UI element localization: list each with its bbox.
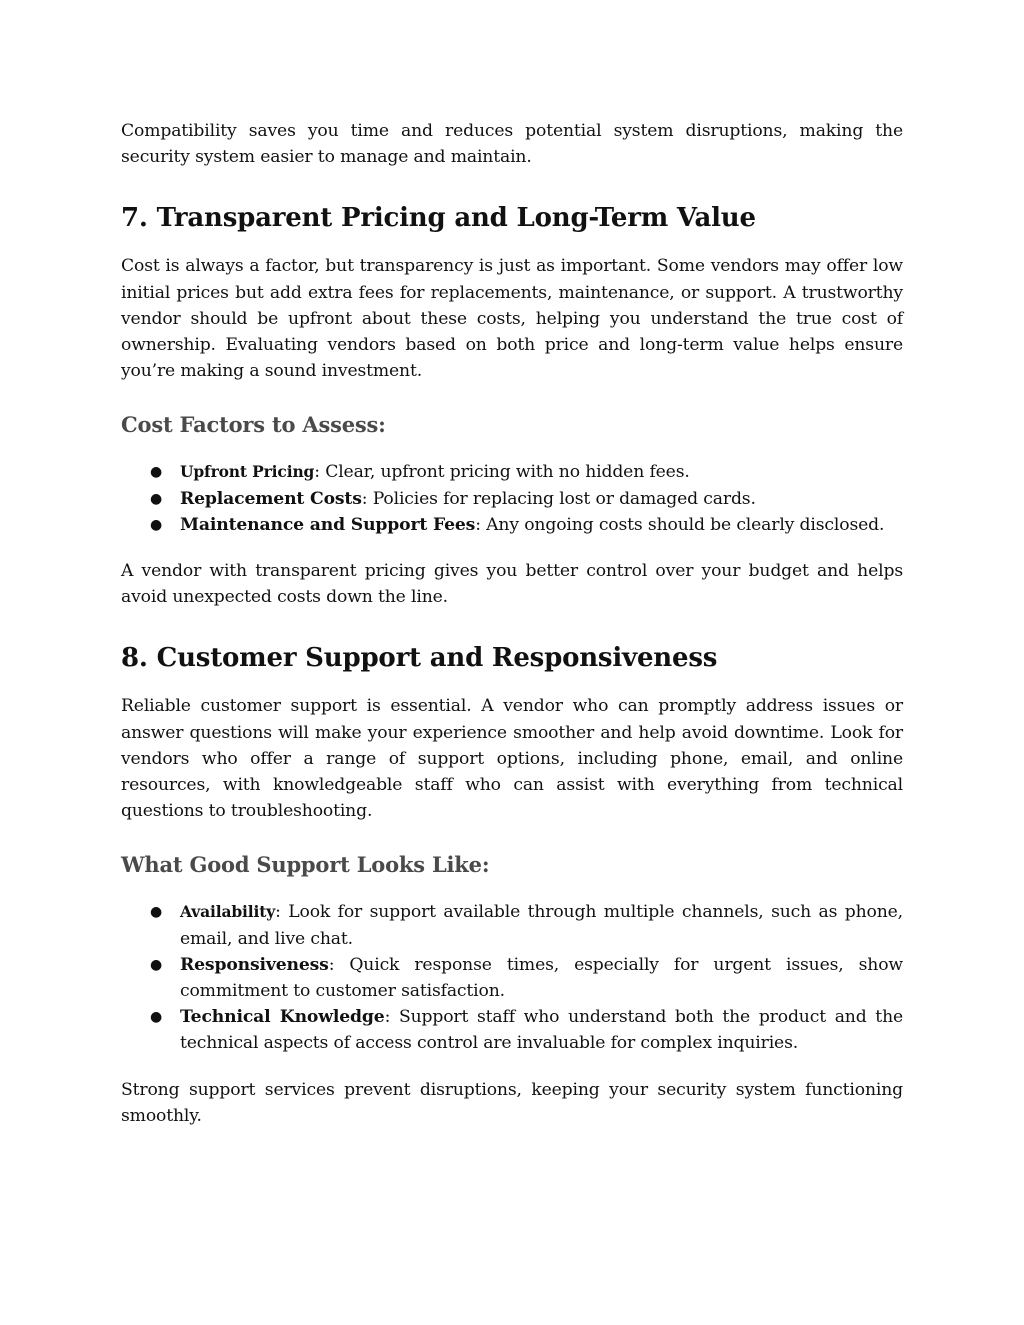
support-qualities-list bbox=[121, 899, 903, 1056]
bullet-term: Responsiveness bbox=[180, 954, 329, 975]
list-item bbox=[121, 952, 903, 1004]
bullet-term: Maintenance and Support Fees bbox=[180, 514, 476, 535]
bullet-term: Technical Knowledge bbox=[180, 1007, 385, 1028]
section-8-closing: Strong support services prevent disruptions, keeping your security system functioning smoothly. bbox=[121, 1079, 903, 1126]
bullet-icon: ● bbox=[150, 490, 163, 507]
list-item bbox=[121, 486, 903, 512]
bullet-icon: ● bbox=[150, 956, 163, 973]
document-page bbox=[121, 118, 903, 1129]
bullet-icon: ● bbox=[150, 904, 163, 921]
bullet-term: Availability bbox=[180, 902, 276, 922]
list-item bbox=[121, 1004, 903, 1056]
bullet-text: : Clear, upfront pricing with no hidden fees. bbox=[314, 462, 690, 483]
bullet-text: : Quick response times, especially for urgent issues, show commitment to customer satisfaction. bbox=[180, 954, 903, 1002]
bullet-icon: ● bbox=[150, 464, 163, 481]
bullet-text: : Any ongoing costs should be clearly disclosed. bbox=[475, 514, 885, 535]
list-item bbox=[121, 459, 903, 485]
list-item bbox=[121, 899, 903, 951]
bullet-text: : Policies for replacing lost or damaged cards. bbox=[361, 488, 756, 509]
section-7-closing: A vendor with transparent pricing gives you better control over your budget and helps avoid unexpected costs down the line. bbox=[121, 561, 903, 608]
cost-factors-list bbox=[121, 459, 903, 538]
bullet-term: Replacement Costs bbox=[180, 488, 362, 509]
bullet-text: : Look for support available through multiple channels, such as phone, email, and live chat. bbox=[180, 902, 903, 949]
bullet-icon: ● bbox=[150, 516, 163, 533]
section-7-subheading: Cost Factors to Assess: bbox=[121, 412, 386, 438]
intro-paragraph: Compatibility saves you time and reduces potential system disruptions, making the security system easier to manage and maintain. bbox=[121, 121, 903, 168]
section-8-body: Reliable customer support is essential. A vendor who can promptly address issues or answer questions will make your experience smoother and help avoid downtime. Look for vendors who offer a range of support options, including phone, email, and online resources, with knowledgeable staff who can assist with everything from technical questions to troubleshooting. bbox=[121, 696, 903, 822]
section-7-heading: 7. Transparent Pricing and Long-Term Value bbox=[121, 203, 756, 234]
section-8-heading: 8. Customer Support and Responsiveness bbox=[121, 643, 718, 674]
list-item bbox=[121, 512, 903, 538]
bullet-term: Upfront Pricing bbox=[180, 462, 315, 482]
bullet-text: : Support staff who understand both the product and the technical aspects of access control are invaluable for complex inquiries. bbox=[180, 1007, 904, 1054]
bullet-icon: ● bbox=[150, 1009, 163, 1026]
section-8-subheading: What Good Support Looks Like: bbox=[121, 852, 490, 878]
section-7-body: Cost is always a factor, but transparency is just as important. Some vendors may offer low initial prices but add extra fees for replacements, maintenance, or support. A trustworthy vendor should be upfront about these costs, helping you understand the true cost of ownership. Evaluating vendors based on both price and long-term value helps ensure you’re making a sound investment. bbox=[121, 256, 903, 382]
